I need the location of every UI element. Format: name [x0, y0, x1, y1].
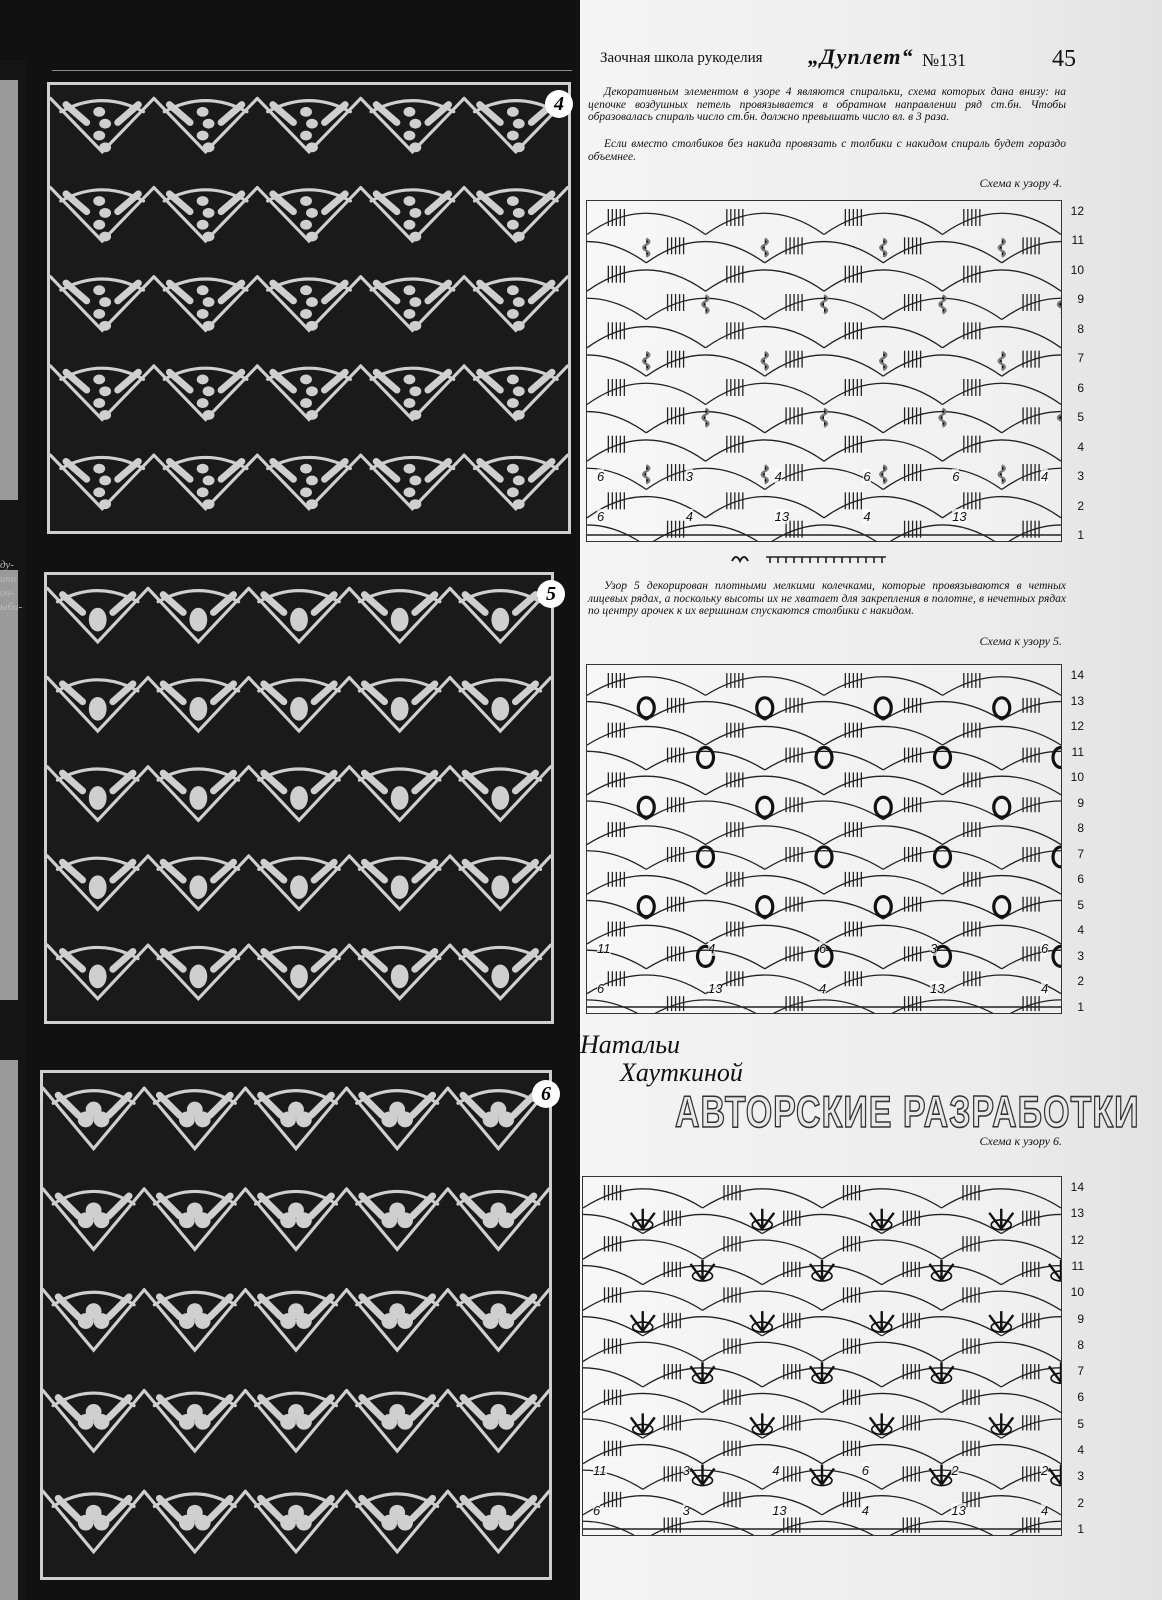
row-number: 12	[1070, 719, 1084, 734]
stitch-count: 4	[685, 509, 694, 524]
row-number: 1	[1077, 528, 1084, 542]
row-number: 10	[1070, 770, 1084, 785]
diagram-4	[586, 200, 1062, 542]
stitch-count: 6	[597, 981, 605, 996]
row-number: 6	[1077, 1390, 1084, 1405]
sample-photo-4	[47, 82, 571, 534]
diagram6-row-numbers	[1060, 1176, 1084, 1534]
stitch-count: 11	[597, 941, 611, 956]
pattern4-note: Если вместо столбиков без накида провязать с толбики с накидом спираль будет гораздо объемнее.	[588, 138, 1066, 163]
stitch-count: 6	[952, 469, 960, 484]
strip-card	[0, 80, 18, 500]
stitch-count: 4	[1041, 981, 1049, 996]
row-number: 1	[1077, 1000, 1084, 1014]
row-number: 9	[1077, 1311, 1084, 1326]
stitch-count: 13	[772, 1503, 787, 1518]
magazine-brand: „Дуплет“	[808, 44, 914, 69]
row-number: 5	[1077, 897, 1084, 912]
row-number: 3	[1077, 948, 1084, 963]
row-number: 12	[1070, 1232, 1084, 1247]
stitch-count: 4	[863, 509, 871, 524]
text-page	[580, 0, 1162, 1600]
lace-pattern-6	[43, 1073, 549, 1577]
row-number: 5	[1077, 1416, 1084, 1431]
author-first-name: Натальи	[580, 1030, 681, 1059]
stitch-count: 13	[951, 1503, 966, 1518]
stitch-count: 13	[952, 509, 967, 524]
photo-page	[0, 0, 580, 1600]
diagram5-caption: Схема к узору 5.	[979, 634, 1062, 648]
diagram5-row-numbers	[1060, 664, 1084, 1012]
stitch-count: 4	[1041, 1503, 1049, 1518]
stitch-count: 4	[708, 941, 716, 956]
row-number: 14	[1070, 668, 1084, 682]
row-number: 6	[1077, 380, 1084, 395]
diagram6-caption: Схема к узору 6.	[979, 1134, 1062, 1148]
sample-photo-6	[40, 1070, 552, 1580]
diagram4-caption: Схема к узору 4.	[979, 176, 1062, 190]
stitch-count: 3	[685, 469, 694, 484]
spiral-legend-icon	[726, 551, 926, 567]
sample-badge-4: 4	[545, 90, 573, 118]
sample-badge-6: 6	[532, 1080, 560, 1108]
lace-pattern-5	[47, 575, 551, 1021]
section-title: АВТОРСКИЕ РАЗРАБОТКИ	[675, 1088, 1140, 1138]
row-number: 7	[1077, 351, 1084, 366]
stitch-count: 6	[861, 1463, 870, 1478]
stitch-count: 4	[774, 469, 782, 484]
diagram-5	[586, 664, 1062, 1014]
stitch-count: 6	[593, 1503, 601, 1518]
pattern5-description: Узор 5 декорирован плотными мелкими колечками, которые провязываются в четных лицевых рядах, а поскольку высоты их не хватает для закрепления в полотне, в нечетных рядах по центру арочек к их вершинам спускаются столбики с накидом.	[588, 580, 1066, 617]
row-number: 4	[1077, 923, 1084, 938]
pattern4-description: Декоративным элементом в узоре 4 являются спиральки, схема которых дана внизу: на цепочке воздушных петель провязывается в обратном направлении ряд ст.бн. Чтобы образовалась спираль число ст.бн. должно превышать число вл. в 3 раза.	[588, 86, 1066, 123]
top-rule	[52, 70, 572, 71]
stitch-count: 6	[863, 469, 871, 484]
stitch-count: 4	[819, 981, 827, 996]
lace-pattern-4	[50, 85, 568, 531]
row-number: 8	[1077, 321, 1084, 336]
row-number: 8	[1077, 821, 1084, 836]
row-number: 3	[1077, 1469, 1084, 1484]
row-number: 2	[1077, 498, 1084, 513]
page-header	[600, 44, 1080, 78]
school-title: Заочная школа рукоделия	[600, 50, 763, 66]
stitch-count: 4	[861, 1503, 870, 1518]
row-number: 8	[1077, 1337, 1084, 1352]
stitch-count: 13	[708, 981, 723, 996]
row-number: 5	[1077, 410, 1084, 425]
row-number: 12	[1070, 204, 1084, 218]
row-number: 1	[1077, 1522, 1084, 1536]
sample-badge-5: 5	[537, 580, 565, 608]
row-number: 10	[1070, 262, 1084, 277]
stitch-count: 13	[930, 981, 945, 996]
diagram5-drawing	[587, 665, 1061, 1013]
row-number: 11	[1071, 744, 1084, 759]
issue-number: №131	[922, 50, 967, 70]
row-number: 14	[1070, 1180, 1084, 1194]
stitch-count: 3	[930, 941, 938, 956]
row-number: 4	[1077, 439, 1084, 454]
strip-card	[0, 1060, 18, 1600]
stitch-count: 6	[1041, 941, 1049, 956]
previous-page-strip	[0, 60, 26, 1600]
row-number: 9	[1077, 292, 1084, 307]
row-number: 3	[1077, 469, 1084, 484]
row-number: 13	[1070, 693, 1084, 708]
row-number: 9	[1077, 795, 1084, 810]
row-number: 4	[1077, 1443, 1084, 1458]
stitch-count: 3	[682, 1503, 690, 1518]
sample-photo-5	[44, 572, 554, 1024]
stitch-count: 6	[819, 941, 827, 956]
strip-card	[0, 570, 18, 1000]
row-number: 2	[1077, 1495, 1084, 1510]
stitch-count: 4	[772, 1463, 780, 1478]
stitch-count: 6	[597, 509, 605, 524]
stitch-count: 11	[593, 1463, 607, 1478]
stitch-count: 2	[951, 1463, 959, 1478]
diagram-6	[582, 1176, 1062, 1536]
stitch-count: 3	[682, 1463, 690, 1478]
stitch-count: 13	[774, 509, 790, 524]
diagram6-drawing	[583, 1177, 1061, 1535]
stitch-count: 2	[1041, 1463, 1049, 1478]
author-last-name: Хауткиной	[620, 1058, 743, 1087]
diagram4-row-numbers	[1060, 200, 1084, 540]
row-number: 11	[1071, 233, 1084, 248]
row-number: 6	[1077, 872, 1084, 887]
row-number: 7	[1077, 846, 1084, 861]
row-number: 10	[1070, 1285, 1084, 1300]
stitch-count: 4	[1041, 469, 1049, 484]
row-number: 7	[1077, 1364, 1084, 1379]
strip-text: ду- ики оч- ыби-	[0, 559, 23, 613]
row-number: 11	[1071, 1258, 1084, 1273]
page-number: 45	[1052, 46, 1076, 72]
diagram4-drawing	[587, 201, 1061, 541]
row-number: 2	[1077, 974, 1084, 989]
stitch-count: 6	[597, 469, 605, 484]
row-number: 13	[1070, 1206, 1084, 1221]
